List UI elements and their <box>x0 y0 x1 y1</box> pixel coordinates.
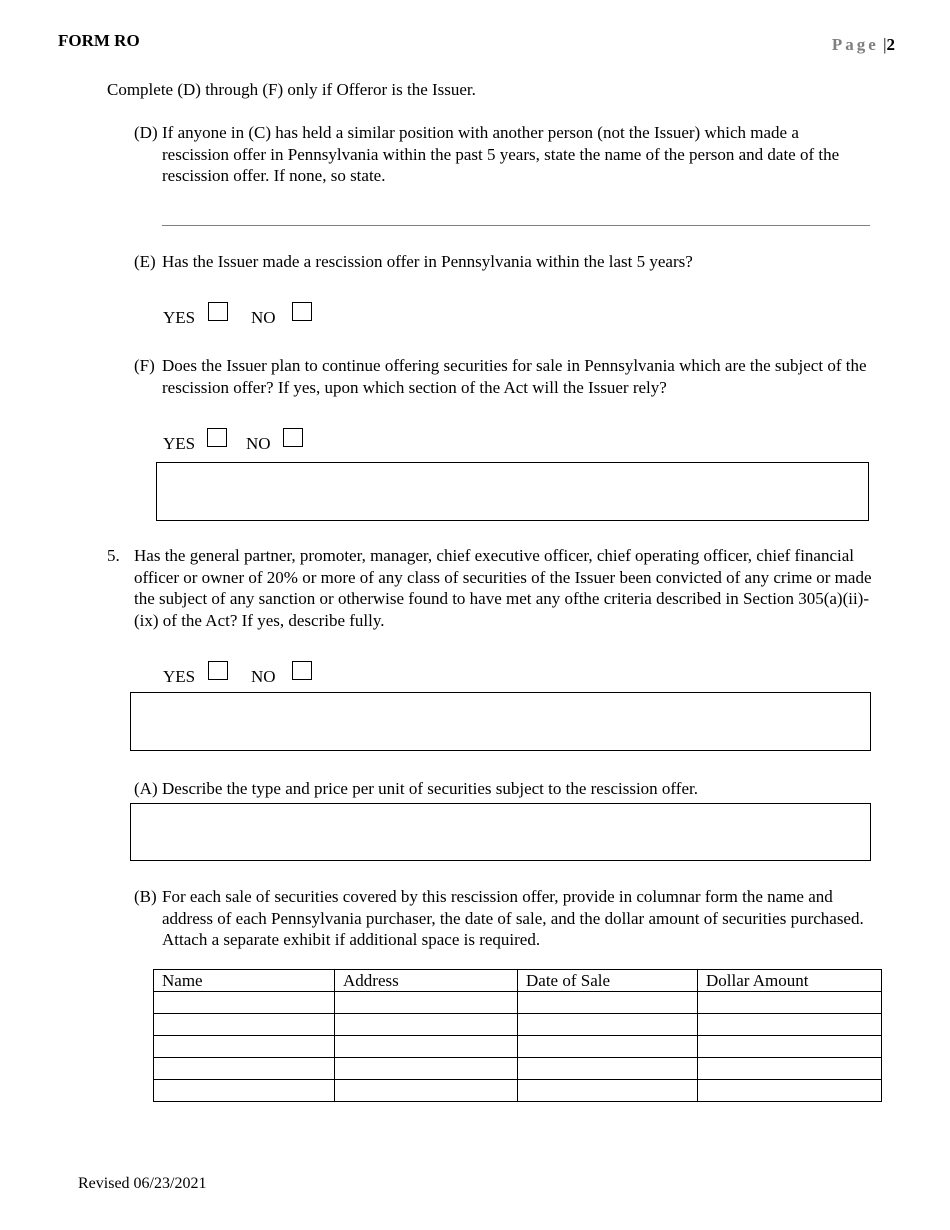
table-cell[interactable] <box>335 1014 518 1036</box>
form-title: FORM RO <box>58 31 140 50</box>
table-row <box>154 1080 882 1102</box>
page-number-value: 2 <box>886 35 895 54</box>
table-row <box>154 1058 882 1080</box>
section-e-no-label: NO <box>251 308 276 327</box>
intro-instruction: Complete (D) through (F) only if Offeror is the Issuer. <box>107 80 476 99</box>
table-row <box>154 1036 882 1058</box>
section-e-no-checkbox[interactable] <box>292 302 312 321</box>
table-cell[interactable] <box>698 1080 882 1102</box>
section-a-text: Describe the type and price per unit of securities subject to the rescission offer. <box>162 779 698 798</box>
table-cell[interactable] <box>335 1080 518 1102</box>
section-e-yes-label: YES <box>163 308 196 327</box>
question-5-yes-label: YES <box>163 667 196 686</box>
section-f-label: (F) <box>134 356 155 375</box>
table-cell[interactable] <box>698 992 882 1014</box>
page-label: Page <box>831 35 879 54</box>
table-cell[interactable] <box>154 992 335 1014</box>
question-5-label: 5. <box>107 546 120 565</box>
table-cell[interactable] <box>698 1058 882 1080</box>
table-cell[interactable] <box>335 992 518 1014</box>
section-d-text: If anyone in (C) has held a similar position with another person (not the Issuer) which made a rescission offer in Pennsylvania within the past 5 years, state the name of the person and date of the rescission offer. If none, so state. <box>162 123 840 185</box>
table-cell[interactable] <box>335 1036 518 1058</box>
section-f-no-label: NO <box>246 434 271 453</box>
section-e-text: Has the Issuer made a rescission offer in Pennsylvania within the last 5 years? <box>162 252 693 271</box>
column-header-dollar-amount: Dollar Amount <box>698 970 882 992</box>
question-5-answer-box[interactable] <box>130 692 871 751</box>
question-5-yes-checkbox[interactable] <box>208 661 228 680</box>
question-5-no-checkbox[interactable] <box>292 661 312 680</box>
section-f-yes-label: YES <box>163 434 196 453</box>
table-cell[interactable] <box>154 1036 335 1058</box>
section-f-no-checkbox[interactable] <box>283 428 303 447</box>
page-number <box>832 34 895 56</box>
table-cell[interactable] <box>698 1036 882 1058</box>
section-a-label: (A) <box>134 779 158 798</box>
table-cell[interactable] <box>154 1014 335 1036</box>
table-cell[interactable] <box>154 1058 335 1080</box>
section-d-label: (D) <box>134 123 158 142</box>
section-f-answer-box[interactable] <box>156 462 869 521</box>
table-cell[interactable] <box>518 1036 698 1058</box>
table-cell[interactable] <box>335 1058 518 1080</box>
column-header-address: Address <box>335 970 518 992</box>
question-5-text: Has the general partner, promoter, manager, chief executive officer, chief operating officer, chief financial officer or owner of 20% or more of any class of securities of the Issuer been convicted of any crime or made the subject of any sanction or otherwise found to have met any ofthe criteria described in Section 305(a)(ii)-(ix) of the Act? If yes, describe fully. <box>134 546 872 630</box>
section-d-answer-line[interactable] <box>162 225 870 226</box>
table-cell[interactable] <box>518 992 698 1014</box>
table-cell[interactable] <box>518 1080 698 1102</box>
section-b-label: (B) <box>134 887 157 906</box>
page-separator: | <box>883 35 887 54</box>
table-row <box>154 992 882 1014</box>
sales-table-header-row <box>154 970 882 992</box>
column-header-name: Name <box>154 970 335 992</box>
section-a-answer-box[interactable] <box>130 803 871 861</box>
sales-table <box>153 969 882 1102</box>
table-cell[interactable] <box>154 1080 335 1102</box>
revision-date: Revised 06/23/2021 <box>78 1175 207 1192</box>
question-5-no-label: NO <box>251 667 276 686</box>
table-cell[interactable] <box>518 1014 698 1036</box>
table-cell[interactable] <box>698 1014 882 1036</box>
section-f-yes-checkbox[interactable] <box>207 428 227 447</box>
column-header-date-of-sale: Date of Sale <box>518 970 698 992</box>
table-cell[interactable] <box>518 1058 698 1080</box>
section-b-text: For each sale of securities covered by this rescission offer, provide in columnar form the name and address of each Pennsylvania purchaser, the date of sale, and the dollar amount of securities purchased. Attach a separate exhibit if additional space is required. <box>162 887 864 949</box>
table-row <box>154 1014 882 1036</box>
section-f-text: Does the Issuer plan to continue offering securities for sale in Pennsylvania which are the subject of the rescission offer? If yes, upon which section of the Act will the Issuer rely? <box>162 356 867 397</box>
section-e-yes-checkbox[interactable] <box>208 302 228 321</box>
section-e-label: (E) <box>134 252 156 271</box>
